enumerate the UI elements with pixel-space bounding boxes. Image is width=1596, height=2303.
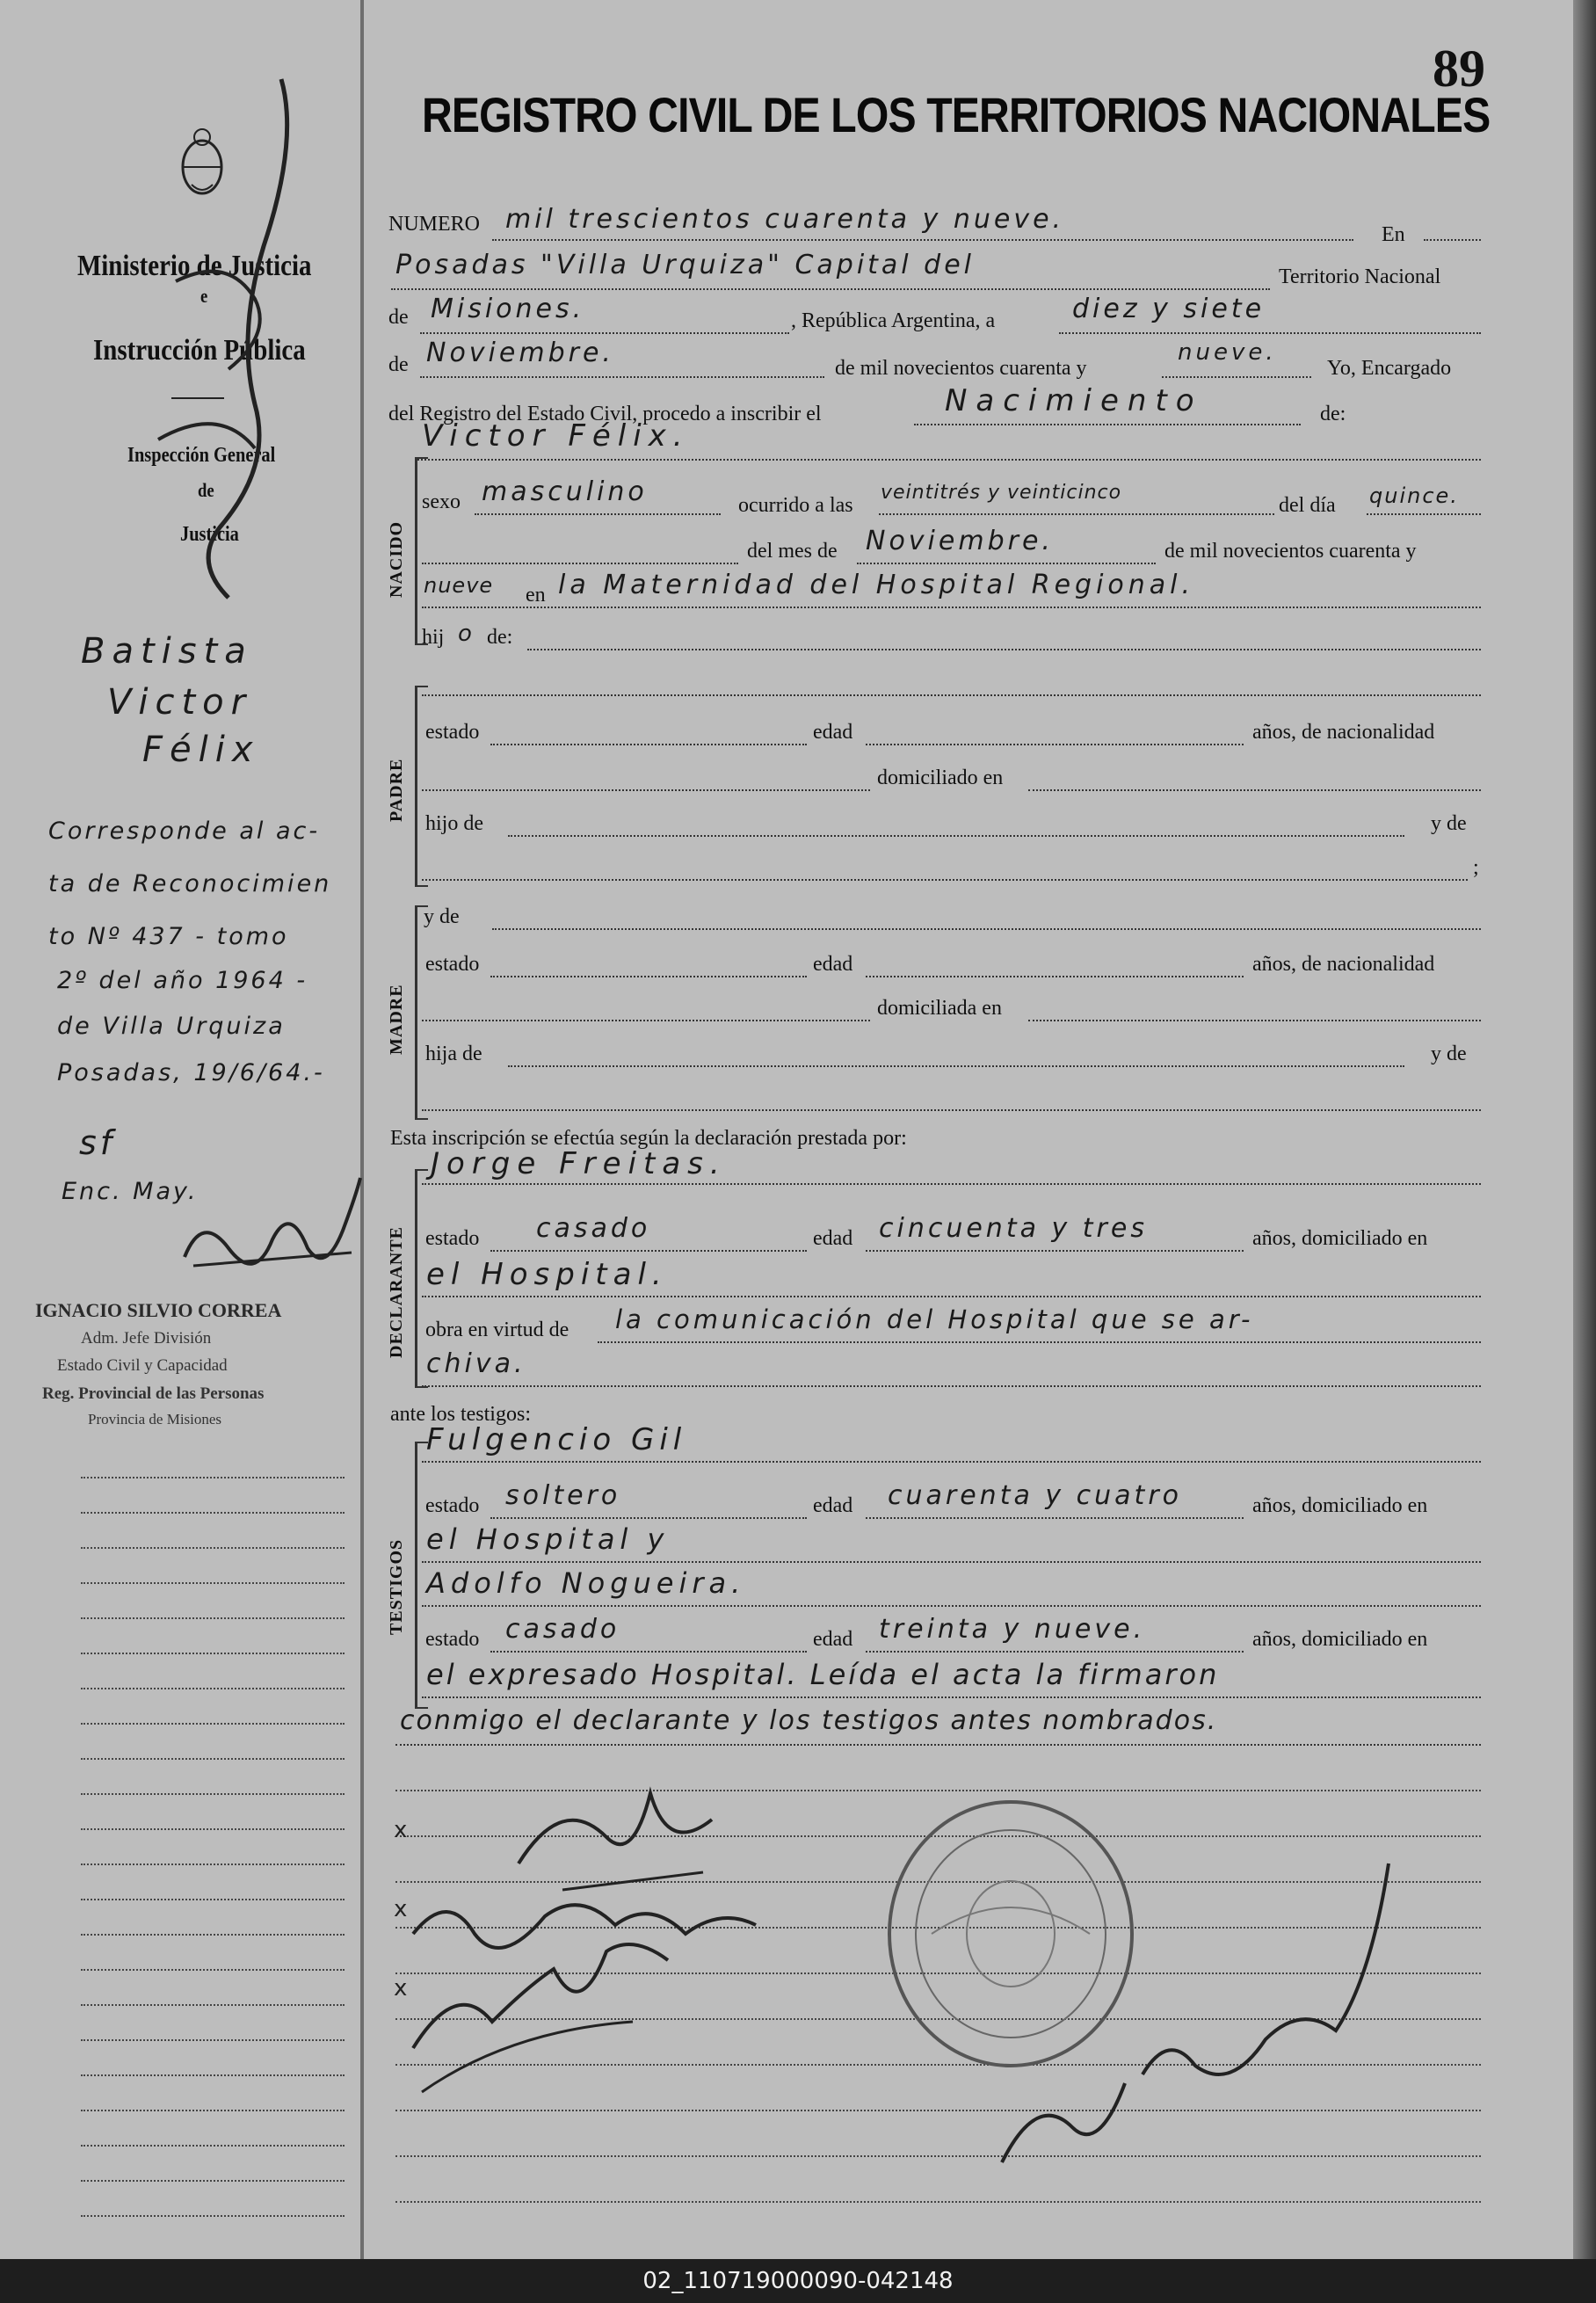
- padre-estado-line: [490, 744, 807, 745]
- numero-value: mil trescientos cuarenta y nueve.: [505, 204, 1065, 235]
- madre-domicilio-line: [1028, 1020, 1481, 1021]
- anio-value: nueve: [424, 573, 494, 598]
- padre-estado-label: estado: [425, 721, 480, 744]
- sexo-label: sexo: [422, 490, 461, 513]
- territorio-value: Misiones.: [431, 294, 585, 324]
- mes-line: [857, 563, 1156, 564]
- margin-rule-line: [81, 1934, 345, 1936]
- territorio-line: [420, 332, 789, 334]
- padre-section-label: PADRE: [387, 758, 406, 822]
- declarante-intro: Esta inscripción se efectúa según la declaración prestada por:: [390, 1127, 907, 1150]
- declarante-name-line: [422, 1183, 1481, 1185]
- year-label: de mil novecientos cuarenta y: [835, 357, 1087, 380]
- testigos-intro: ante los testigos:: [390, 1403, 531, 1426]
- del-dia-label: del día: [1279, 494, 1336, 517]
- inspection-line2: Justicia: [180, 523, 239, 546]
- lugar-value: la Maternidad del Hospital Regional.: [558, 570, 1195, 600]
- margin-rule-line: [81, 1723, 345, 1725]
- t2-name-line: [422, 1605, 1481, 1607]
- closing-line: [395, 1744, 1481, 1746]
- margin-rule-line: [81, 1793, 345, 1795]
- stamp-line3: Estado Civil y Capacidad: [57, 1356, 228, 1375]
- t1-edad-line: [866, 1517, 1244, 1519]
- en-label: En: [1382, 223, 1405, 246]
- dia-value: quince.: [1369, 483, 1459, 508]
- margin-rule-line: [81, 2004, 345, 2006]
- svg-text:x: x: [394, 1975, 408, 2002]
- declarante-estado-value: casado: [536, 1213, 651, 1244]
- margin-rule-line: [81, 1969, 345, 1971]
- year-value: nueve.: [1178, 339, 1277, 366]
- hijo-line: [527, 649, 1481, 650]
- hora-value: veintitrés y veinticinco: [881, 482, 1122, 504]
- t1-domicilio-line: [422, 1561, 1481, 1563]
- madre-section-label: MADRE: [387, 984, 406, 1055]
- margin-rule-line: [81, 1828, 345, 1830]
- nacido-en-label: en: [526, 584, 546, 607]
- madre-hija-line: [508, 1065, 1404, 1067]
- mes-pre-line: [422, 563, 738, 564]
- t1-domicilio-value: el Hospital y: [426, 1522, 670, 1556]
- t1-edad-label: edad: [813, 1494, 853, 1517]
- t1-estado-label: estado: [425, 1494, 480, 1517]
- madre-name-line: [492, 928, 1481, 930]
- declarante-domicilio-line: [422, 1296, 1481, 1297]
- margin-note-line6: Posadas, 19/6/64.-: [57, 1059, 325, 1086]
- closing-value: conmigo el declarante y los testigos antes nombrados.: [400, 1705, 1218, 1736]
- madre-bracket: [415, 905, 428, 1120]
- t2-estado-line: [490, 1651, 807, 1653]
- day-value: diez y siete: [1072, 294, 1266, 324]
- padre-hijo-line: [508, 835, 1404, 837]
- place-line: [391, 288, 1270, 290]
- t2-name-value: Adolfo Nogueira.: [426, 1566, 746, 1600]
- inspection-de: de: [198, 479, 214, 501]
- obra-value: la comunicación del Hospital que se ar-: [615, 1304, 1254, 1334]
- mes-label: del mes de: [747, 540, 838, 563]
- padre-hijo-label: hijo de: [425, 812, 483, 835]
- testigos-section-label: TESTIGOS: [387, 1538, 406, 1635]
- madre-hija-label: hija de: [425, 1043, 482, 1065]
- margin-rule: [360, 0, 364, 2259]
- t2-edad-value: treinta y nueve.: [879, 1614, 1146, 1645]
- sexo-value: masculino: [482, 476, 648, 507]
- margin-middlename: Félix: [142, 730, 260, 770]
- t1-estado-line: [490, 1517, 807, 1519]
- hijo-suffix: o: [458, 621, 472, 647]
- act-line: [914, 424, 1301, 425]
- stamp-line4: Reg. Provincial de las Personas: [42, 1384, 265, 1403]
- stamp-line1: IGNACIO SILVIO CORREA: [35, 1299, 282, 1321]
- svg-text:x: x: [394, 1896, 408, 1922]
- margin-rule-line: [81, 2074, 345, 2076]
- t2-domicilio-value: el expresado Hospital. Leída el acta la firmaron: [426, 1658, 1220, 1691]
- numero-label: NUMERO: [388, 213, 481, 236]
- padre-edad-label: edad: [813, 721, 853, 744]
- padre-bracket: [415, 686, 428, 887]
- t2-estado-label: estado: [425, 1628, 480, 1651]
- margin-enc: Enc. May.: [62, 1178, 199, 1205]
- madre-nacionalidad-label: años, de nacionalidad: [1252, 953, 1435, 976]
- hijo-label: hij: [422, 626, 445, 649]
- t1-name-line: [422, 1461, 1481, 1463]
- declarante-section-label: DECLARANTE: [387, 1225, 406, 1358]
- padre-nac-line: [422, 789, 870, 791]
- margin-rule-line: [81, 1688, 345, 1689]
- obra-line: [598, 1341, 1481, 1343]
- en-line: [1424, 239, 1481, 241]
- month-value: Noviembre.: [426, 338, 614, 368]
- t2-edad-label: edad: [813, 1628, 853, 1651]
- ministry-e: e: [200, 285, 208, 307]
- declarante-domicilio-label: años, domiciliado en: [1252, 1227, 1428, 1250]
- mes-value: Noviembre.: [866, 526, 1054, 556]
- margin-rule-line: [81, 2039, 345, 2041]
- madre-edad-label: edad: [813, 953, 853, 976]
- nacido-section-label: NACIDO: [387, 520, 406, 598]
- margin-firstname: Victor: [107, 682, 253, 723]
- margin-rule-line: [81, 1863, 345, 1865]
- t1-domicilio-label: años, domiciliado en: [1252, 1494, 1428, 1517]
- declarante-name-value: Jorge Freitas.: [431, 1146, 727, 1181]
- month-line: [420, 376, 824, 378]
- day-line: [1059, 332, 1481, 334]
- margin-rule-line: [81, 1512, 345, 1514]
- padre-nacionalidad-label: años, de nacionalidad: [1252, 721, 1435, 744]
- lugar-line: [422, 607, 1481, 608]
- madre-last-line: [422, 1109, 1481, 1111]
- de3-label: de:: [1320, 403, 1346, 425]
- declarante-estado-line: [490, 1250, 807, 1252]
- declarante-domicilio-value: el Hospital.: [426, 1257, 668, 1292]
- svg-text:x: x: [394, 1817, 408, 1843]
- witness-signatures: [387, 1758, 879, 2127]
- t1-estado-value: soltero: [505, 1480, 621, 1511]
- padre-domiciliado-label: domiciliado en: [877, 766, 1004, 789]
- madre-estado-line: [490, 976, 807, 977]
- place-value: Posadas "Villa Urquiza" Capital del: [395, 250, 976, 280]
- inspection-line1: Inspección General: [127, 444, 276, 467]
- hijo-de-label: de:: [487, 626, 513, 649]
- margin-rule-line: [81, 2180, 345, 2182]
- stamp-line2: Adm. Jefe División: [81, 1329, 212, 1348]
- madre-nac-line: [422, 1020, 870, 1021]
- t2-domicilio-line: [422, 1696, 1481, 1698]
- margin-rule-line: [81, 1653, 345, 1654]
- yo-label: Yo, Encargado: [1327, 357, 1452, 380]
- padre-edad-line: [866, 744, 1244, 745]
- ministry-line1: Ministerio de Justicia: [77, 250, 312, 282]
- margin-note-line1: Corresponde al ac-: [48, 817, 321, 845]
- madre-y-de-label: y de: [424, 905, 460, 928]
- margin-rule-line: [81, 2145, 345, 2147]
- obra-label: obra en virtud de: [425, 1319, 569, 1341]
- margin-rule-line: [81, 2110, 345, 2111]
- padre-last-line: [422, 879, 1468, 881]
- image-id-footer: 02_110719000090-042148: [0, 2259, 1596, 2303]
- obra-value2: chiva.: [426, 1348, 526, 1379]
- nacido-name-line: [417, 459, 1481, 461]
- dia-line: [1367, 513, 1481, 515]
- margin-note-line5: de Villa Urquiza: [57, 1013, 286, 1040]
- year-line: [1162, 376, 1311, 378]
- empty-rule-line: [395, 2201, 1481, 2203]
- t1-name-value: Fulgencio Gil: [426, 1422, 687, 1457]
- obra-line2: [422, 1385, 1481, 1387]
- margin-rule-line: [81, 1477, 345, 1478]
- sexo-line: [475, 513, 721, 515]
- page-edge: [1573, 0, 1596, 2259]
- padre-y-de-label: y de: [1431, 812, 1467, 835]
- t1-edad-value: cuarenta y cuatro: [888, 1480, 1183, 1511]
- margin-surname: Batista: [81, 631, 253, 672]
- folio-number: 89: [1433, 40, 1485, 98]
- margin-rule-line: [81, 1582, 345, 1584]
- ocurrido-label: ocurrido a las: [738, 494, 853, 517]
- de2-label: de: [388, 353, 409, 376]
- ministry-line2: Instrucción Pública: [93, 334, 306, 367]
- official-signature: [176, 1160, 369, 1292]
- t2-estado-value: casado: [505, 1614, 620, 1645]
- margin-signature: [123, 70, 316, 615]
- t2-domicilio-label: años, domiciliado en: [1252, 1628, 1428, 1651]
- nacido-bracket: [415, 457, 428, 645]
- de-label: de: [388, 306, 409, 329]
- margin-note-line4: 2º del año 1964 -: [57, 967, 308, 994]
- madre-estado-label: estado: [425, 953, 480, 976]
- margin-rule-line: [81, 1547, 345, 1549]
- declarante-estado-label: estado: [425, 1227, 480, 1250]
- margin-rule-line: [81, 2215, 345, 2217]
- numero-line: [492, 239, 1353, 241]
- madre-y-de2-label: y de: [1431, 1043, 1467, 1065]
- hora-line: [879, 513, 1274, 515]
- madre-domiciliada-label: domiciliada en: [877, 997, 1002, 1020]
- stamp-line5: Provincia de Misiones: [88, 1411, 222, 1428]
- madre-edad-line: [866, 976, 1244, 977]
- margin-rule-line: [81, 1617, 345, 1619]
- margin-initials: sf: [79, 1123, 116, 1162]
- act-value: Nacimiento: [945, 383, 1203, 418]
- declarante-edad-label: edad: [813, 1227, 853, 1250]
- registro-label: del Registro del Estado Civil, procedo a inscribir el: [388, 403, 822, 425]
- padre-name-line: [422, 694, 1481, 696]
- t2-edad-line: [866, 1651, 1244, 1653]
- padre-domicilio-line: [1028, 789, 1481, 791]
- territorio-label: Territorio Nacional: [1279, 265, 1441, 288]
- padre-semicolon: ;: [1473, 856, 1479, 879]
- page-title: REGISTRO CIVIL DE LOS TERRITORIOS NACIONALES: [422, 87, 1491, 142]
- republica-label: , República Argentina, a: [791, 309, 996, 332]
- nacido-name-value: Victor Félix.: [422, 418, 690, 454]
- margin-rule-line: [81, 1899, 345, 1900]
- margin-note-line2: ta de Reconocimien: [48, 870, 332, 897]
- mil-label: de mil novecientos cuarenta y: [1164, 540, 1417, 563]
- registrar-signature: [967, 1828, 1424, 2180]
- margin-rule-line: [81, 1758, 345, 1760]
- margin-note-line3: to Nº 437 - tomo: [48, 923, 289, 950]
- declarante-edad-value: cincuenta y tres: [879, 1213, 1148, 1244]
- declarante-edad-line: [866, 1250, 1244, 1252]
